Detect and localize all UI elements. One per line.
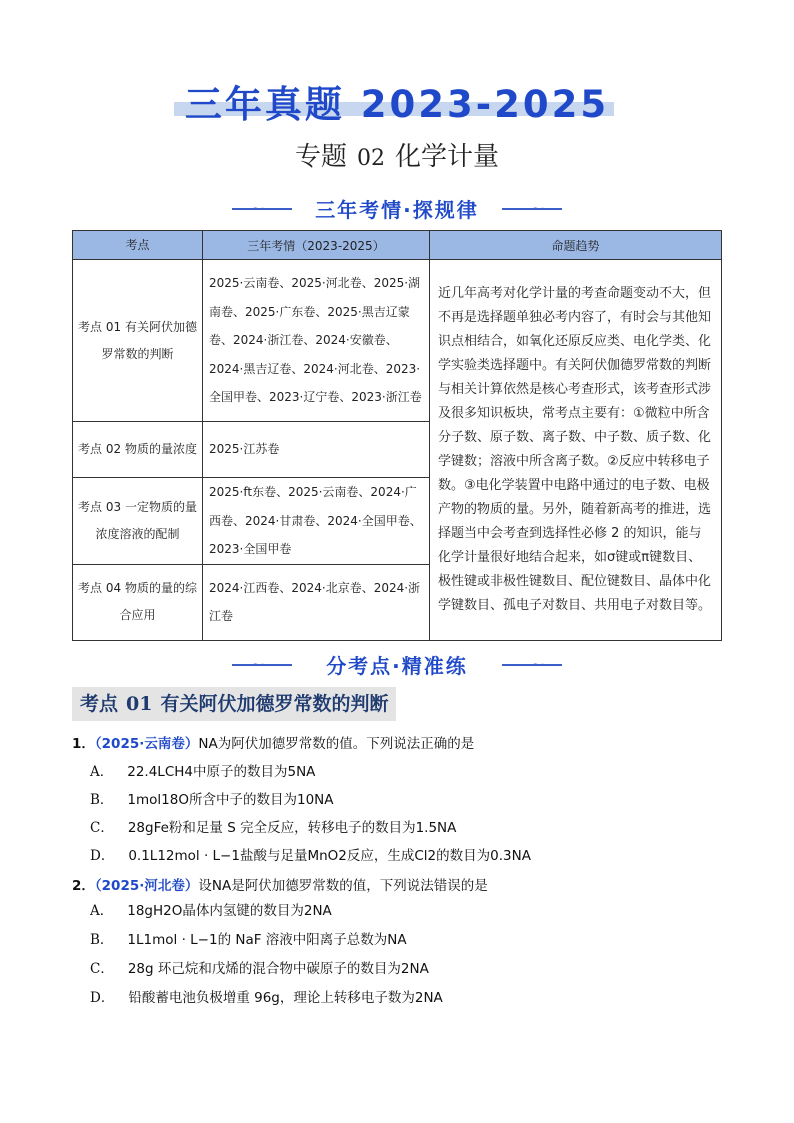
option-letter: D．: [90, 990, 115, 1006]
option-text: 0.1L12mol · L−1盐酸与足量MnO2反应，生成Cl2的数目为0.3NA: [128, 848, 531, 864]
exams-cell: 2025·江苏卷: [203, 422, 430, 478]
option-letter: C．: [90, 961, 114, 977]
point-cell: 考点 03 一定物质的量浓度溶液的配制: [73, 478, 203, 565]
section-title: 分考点·精准练: [326, 654, 468, 678]
option-item: [90, 986, 443, 1006]
option-letter: B．: [90, 792, 114, 808]
wave-ornament-right: ~: [530, 198, 546, 219]
table-row: [73, 260, 722, 422]
wave-ornament-left: ~: [250, 198, 266, 219]
option-letter: B．: [90, 932, 114, 948]
option-text: 22.4LCH4中原子的数目为5NA: [127, 764, 316, 780]
option-text: 28g 环己烷和戊烯的混合物中碳原子的数目为2NA: [127, 961, 429, 977]
option-letter: A．: [90, 764, 114, 780]
exams-cell: 2025·ft东卷、2025·云南卷、2024·广西卷、2024·甘肃卷、2024·全国甲卷、2023·全国甲卷: [203, 478, 430, 565]
header-trend: 命题趋势: [430, 231, 722, 260]
kaodian-heading: [72, 687, 396, 721]
option-item: [90, 899, 332, 919]
header-point: 考点: [73, 231, 203, 260]
option-item: [90, 957, 429, 977]
topic-title: [0, 136, 794, 173]
kaodian-prefix: 考点: [80, 693, 119, 715]
point-cell: 考点 02 物质的量浓度: [73, 422, 203, 478]
option-item: [90, 816, 456, 836]
topic-prefix: 专题: [294, 142, 347, 172]
option-letter: A．: [90, 903, 114, 919]
kaodian-name: 有关阿伏加德罗常数的判断: [160, 693, 389, 715]
question-source: （2025·河北卷）: [94, 878, 199, 894]
topic-name: 化学计量: [395, 142, 500, 172]
option-item: [90, 760, 315, 780]
wave-ornament-right: ~: [530, 654, 546, 675]
page-banner: [0, 74, 794, 126]
point-cell: 考点 01 有关阿伏加德罗常数的判断: [73, 260, 203, 422]
option-letter: C．: [90, 820, 114, 836]
question-number: 2．: [72, 878, 95, 894]
trend-cell: 近几年高考对化学计量的考查命题变动不大，但不再是选择题单独必考内容了，有时会与其他知识点相结合，如氧化还原反应类、电化学类、化学实验类选择题中。有关阿伏伽德罗常数的判断与相关计算依然是核心考查形式，该考查形式涉及很多知识板块，常考点主要有：①微粒中所含分子数、原子数、离子数、中子数、质子数、化学键数；溶液中所含离子数。②反应中转移电子数。③电化学装置中电路中通过的电子数、电极产物的物质的量。另外，随着新高考的推进，选择题当中会考查到选择性必修 2 的知识，能与化学计量很好地结合起来，如σ键或π键数目、极性键或非极性键数目、配位键数目、晶体中化学键数目、孤电子对数目、共用电子对数目等。: [430, 260, 722, 641]
section-title: 三年考情·探规律: [315, 198, 479, 222]
option-item: [90, 928, 407, 948]
option-text: 1L1mol · L−1的 NaF 溶液中阳离子总数为NA: [127, 932, 407, 948]
option-text: 28gFe粉和足量 S 完全反应，转移电子的数目为1.5NA: [127, 820, 457, 836]
question-stem: [72, 874, 488, 894]
question-number: 1．: [72, 736, 95, 752]
option-text: 1mol18O所含中子的数目为10NA: [127, 792, 334, 808]
option-item: [90, 788, 334, 808]
table-header-row: [73, 231, 722, 260]
wave-ornament-left: ~: [250, 654, 266, 675]
section-heading-practice: [0, 650, 794, 680]
topic-number: 02: [357, 146, 385, 171]
question-text: NA为阿伏加德罗常数的值。下列说法正确的是: [198, 736, 475, 752]
option-text: 铅酸蓄电池负极增重 96g，理论上转移电子数为2NA: [128, 990, 443, 1006]
header-exams: 三年考情（2023-2025）: [203, 231, 430, 260]
question-stem: [72, 732, 474, 752]
kaodian-number: 01: [126, 693, 153, 715]
section-heading-trends: [0, 194, 794, 224]
exams-cell: 2025·云南卷、2025·河北卷、2025·湖南卷、2025·广东卷、2025·黑吉辽蒙卷、2024·浙江卷、2024·安徽卷、2024·黑吉辽卷、2024·河北卷、2023·全国甲卷、2023·辽宁卷、2023·浙江卷: [203, 260, 430, 422]
exam-trends-table: [72, 230, 722, 641]
banner-title: 三年真题 2023-2025: [184, 83, 610, 126]
option-letter: D．: [90, 848, 115, 864]
exams-cell: 2024·江西卷、2024·北京卷、2024·浙江卷: [203, 564, 430, 640]
point-cell: 考点 04 物质的量的综合应用: [73, 564, 203, 640]
option-item: [90, 844, 531, 864]
question-text: 设NA是阿伏加德罗常数的值，下列说法错误的是: [198, 878, 488, 894]
question-source: （2025·云南卷）: [94, 736, 199, 752]
option-text: 18gH2O晶体内氢键的数目为2NA: [127, 903, 332, 919]
